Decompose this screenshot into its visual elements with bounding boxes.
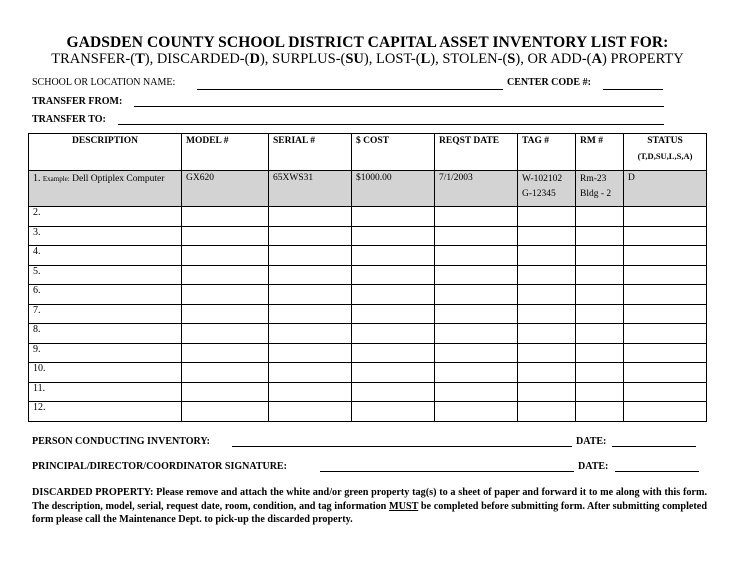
discarded-property-notice: DISCARDED PROPERTY: Please remove and attach the white and/or green property tag(s) to a sheet of paper and forward it to me along with this form. The description, model, serial, request date, room, condition, and tag information MUST be completed before submitting form. After submitting completed form please call the Maintenance Dept. to pick-up the discarded property.: [32, 487, 707, 525]
row-number-cell[interactable]: [29, 363, 182, 383]
table-cell[interactable]: [624, 265, 707, 285]
form-title: GADSDEN COUNTY SCHOOL DISTRICT CAPITAL ASSET INVENTORY LIST FOR:: [66, 34, 669, 51]
table-cell[interactable]: [624, 304, 707, 324]
row-number-cell[interactable]: [29, 343, 182, 363]
table-row: [29, 324, 707, 344]
row-number-cell[interactable]: [29, 304, 182, 324]
table-cell[interactable]: [182, 226, 269, 246]
center-code-line[interactable]: [603, 89, 663, 90]
table-cell[interactable]: [435, 207, 518, 227]
table-cell[interactable]: [182, 285, 269, 305]
table-cell[interactable]: [518, 343, 576, 363]
example-status: D: [624, 171, 707, 207]
row-number-cell[interactable]: [29, 402, 182, 422]
col-description: DESCRIPTION: [29, 134, 182, 171]
table-cell[interactable]: [435, 285, 518, 305]
table-cell[interactable]: [624, 246, 707, 266]
table-cell[interactable]: [576, 207, 624, 227]
transfer-from-label: TRANSFER FROM:: [32, 96, 123, 107]
table-cell[interactable]: [269, 246, 352, 266]
table-row: [29, 246, 707, 266]
row-number-cell[interactable]: [29, 246, 182, 266]
table-cell[interactable]: [352, 207, 435, 227]
principal-signature-label: PRINCIPAL/DIRECTOR/COORDINATOR SIGNATURE:: [32, 461, 287, 472]
row-number: 12.: [33, 402, 46, 413]
table-cell[interactable]: [576, 285, 624, 305]
person-conducting-label: PERSON CONDUCTING INVENTORY:: [32, 436, 211, 447]
table-cell[interactable]: [576, 343, 624, 363]
principal-date-line[interactable]: [615, 471, 699, 472]
table-cell[interactable]: [576, 324, 624, 344]
example-description: 1. Example: Dell Optiplex Computer: [29, 171, 182, 207]
table-cell[interactable]: [352, 246, 435, 266]
example-rm: Rm-23 Bldg - 2: [576, 171, 624, 207]
row-number-cell[interactable]: [29, 226, 182, 246]
col-tag: TAG #: [518, 134, 576, 171]
principal-signature-line[interactable]: [320, 471, 574, 472]
table-cell[interactable]: [352, 402, 435, 422]
table-cell[interactable]: [518, 265, 576, 285]
table-cell[interactable]: [182, 207, 269, 227]
table-cell[interactable]: [182, 363, 269, 383]
person-conducting-line[interactable]: [232, 446, 572, 447]
table-row: [29, 382, 707, 402]
table-cell[interactable]: [269, 343, 352, 363]
table-cell[interactable]: [518, 246, 576, 266]
table-cell[interactable]: [182, 343, 269, 363]
example-reqst-date: 7/1/2003: [435, 171, 518, 207]
table-cell[interactable]: [435, 226, 518, 246]
table-cell[interactable]: [352, 324, 435, 344]
transfer-to-label: TRANSFER TO:: [32, 114, 106, 125]
table-cell[interactable]: [624, 343, 707, 363]
row-number: 11.: [33, 382, 46, 394]
table-cell[interactable]: [435, 304, 518, 324]
table-cell[interactable]: [518, 382, 576, 402]
table-cell[interactable]: [576, 226, 624, 246]
col-reqst-date: REQST DATE: [435, 134, 518, 171]
example-model: GX620: [182, 171, 269, 207]
table-header-row: [29, 134, 707, 171]
table-cell[interactable]: [269, 363, 352, 383]
table-cell[interactable]: [269, 207, 352, 227]
person-date-label: DATE:: [576, 436, 607, 447]
row-number-cell[interactable]: [29, 285, 182, 305]
row-number: 2.: [33, 207, 41, 218]
table-cell[interactable]: [435, 382, 518, 402]
table-cell[interactable]: [182, 324, 269, 344]
table-cell[interactable]: [576, 265, 624, 285]
table-cell[interactable]: [624, 226, 707, 246]
example-tag: W-102102 G-12345: [518, 171, 576, 207]
row-number-cell[interactable]: [29, 382, 182, 402]
table-cell[interactable]: [576, 402, 624, 422]
table-cell[interactable]: [624, 382, 707, 402]
form-subtitle: TRANSFER-(T), DISCARDED-(D), SURPLUS-(SU), LOST-(L), STOLEN-(S), OR ADD-(A) PROPERTY: [51, 51, 684, 67]
table-cell[interactable]: [269, 285, 352, 305]
inventory-table: [28, 133, 707, 422]
table-cell[interactable]: [352, 382, 435, 402]
table-cell[interactable]: [269, 265, 352, 285]
table-cell[interactable]: [435, 246, 518, 266]
table-cell[interactable]: [269, 304, 352, 324]
col-rm: RM #: [576, 134, 624, 171]
table-cell[interactable]: [518, 363, 576, 383]
table-cell[interactable]: [624, 363, 707, 383]
table-cell[interactable]: [435, 363, 518, 383]
col-model: MODEL #: [182, 134, 269, 171]
table-cell[interactable]: [269, 226, 352, 246]
row-number: 6.: [33, 285, 41, 296]
table-cell[interactable]: [352, 304, 435, 324]
table-row: [29, 304, 707, 324]
table-cell[interactable]: [576, 304, 624, 324]
transfer-to-line[interactable]: [118, 124, 664, 125]
table-cell[interactable]: [576, 363, 624, 383]
table-cell[interactable]: [518, 304, 576, 324]
school-location-line[interactable]: [197, 89, 503, 90]
row-number-cell[interactable]: [29, 207, 182, 227]
center-code-label: CENTER CODE #:: [507, 77, 591, 88]
table-cell[interactable]: [182, 304, 269, 324]
table-row: [29, 207, 707, 227]
col-cost: $ COST: [352, 134, 435, 171]
row-number-cell[interactable]: [29, 324, 182, 344]
table-cell[interactable]: [576, 246, 624, 266]
table-cell[interactable]: [435, 402, 518, 422]
transfer-from-line[interactable]: [134, 106, 664, 107]
table-cell[interactable]: [182, 382, 269, 402]
table-cell[interactable]: [435, 265, 518, 285]
table-cell[interactable]: [518, 285, 576, 305]
table-cell[interactable]: [352, 265, 435, 285]
table-row: [29, 402, 707, 422]
table-cell[interactable]: [624, 402, 707, 422]
table-cell[interactable]: [435, 343, 518, 363]
row-number: 4.: [33, 246, 41, 257]
row-number: 9.: [33, 343, 41, 355]
table-row: [29, 226, 707, 246]
table-cell[interactable]: [182, 402, 269, 422]
table-cell[interactable]: [518, 207, 576, 227]
table-row: [29, 265, 707, 285]
table-cell[interactable]: [182, 246, 269, 266]
example-serial: 65XWS31: [269, 171, 352, 207]
row-number: 5.: [33, 265, 41, 277]
row-number-cell[interactable]: [29, 265, 182, 285]
col-status: STATUS (T,D,SU,L,S,A): [624, 134, 707, 171]
table-cell[interactable]: [518, 402, 576, 422]
table-cell[interactable]: [352, 226, 435, 246]
table-row: [29, 363, 707, 383]
table-cell[interactable]: [435, 324, 518, 344]
table-cell[interactable]: [624, 324, 707, 344]
table-cell[interactable]: [182, 265, 269, 285]
row-number: 8.: [33, 324, 41, 335]
table-cell[interactable]: [518, 226, 576, 246]
col-serial: SERIAL #: [269, 134, 352, 171]
table-cell[interactable]: [352, 285, 435, 305]
table-cell[interactable]: [269, 324, 352, 344]
example-row: [29, 171, 707, 207]
example-cost: $1000.00: [352, 171, 435, 207]
table-row: [29, 343, 707, 363]
table-cell[interactable]: [269, 402, 352, 422]
table-cell[interactable]: [624, 207, 707, 227]
table-cell[interactable]: [576, 382, 624, 402]
table-cell[interactable]: [624, 285, 707, 305]
table-row: [29, 285, 707, 305]
person-date-line[interactable]: [612, 446, 696, 447]
row-number: 10.: [33, 363, 46, 374]
row-number: 3.: [33, 226, 41, 238]
principal-date-label: DATE:: [578, 461, 609, 472]
table-cell[interactable]: [352, 363, 435, 383]
table-cell[interactable]: [352, 343, 435, 363]
school-location-label: SCHOOL OR LOCATION NAME:: [32, 77, 176, 88]
row-number: 7.: [33, 304, 41, 316]
table-cell[interactable]: [518, 324, 576, 344]
table-cell[interactable]: [269, 382, 352, 402]
